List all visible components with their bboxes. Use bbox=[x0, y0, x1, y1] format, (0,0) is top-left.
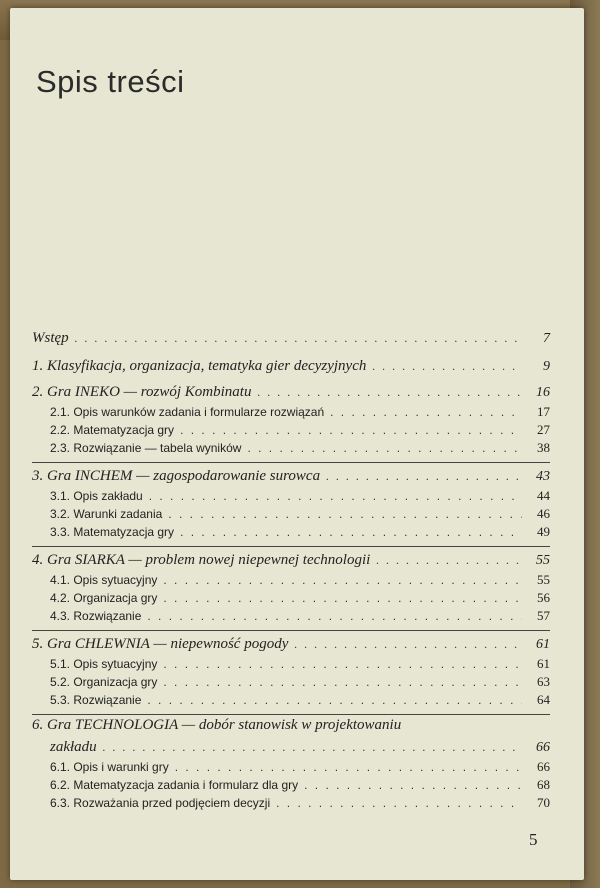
toc-entry-chapter-5[interactable] bbox=[32, 636, 550, 656]
toc-subentry-6-1[interactable] bbox=[32, 759, 550, 779]
toc-subentry-5-1[interactable] bbox=[32, 656, 550, 676]
section-divider bbox=[32, 630, 550, 631]
leader-dots bbox=[372, 359, 522, 374]
toc-entry-chapter-2[interactable] bbox=[32, 384, 550, 404]
toc-page: 56 bbox=[537, 590, 550, 605]
section-divider bbox=[32, 714, 550, 715]
toc-page: 61 bbox=[536, 637, 550, 652]
toc-label: 6.3. Rozważania przed podjęciem decyzji bbox=[50, 796, 271, 810]
leader-dots bbox=[163, 591, 522, 605]
toc-label: 6.2. Matematyzacja zadania i formularz dla gry bbox=[50, 778, 299, 792]
leader-dots bbox=[247, 441, 522, 455]
toc-page: 70 bbox=[537, 795, 550, 810]
toc-page: 66 bbox=[536, 740, 550, 755]
toc-label: 4.3. Rozwiązanie bbox=[50, 609, 142, 623]
toc-label: 2.3. Rozwiązanie — tabela wyników bbox=[50, 441, 242, 455]
toc-page: 17 bbox=[537, 404, 550, 419]
leader-dots bbox=[147, 609, 522, 623]
toc-label: 3.2. Warunki zadania bbox=[50, 507, 163, 521]
leader-dots bbox=[163, 657, 522, 671]
toc-page: 44 bbox=[537, 488, 550, 503]
toc-label: 4. Gra SIARKA — problem nowej niepewnej technologii bbox=[32, 552, 371, 568]
toc-label: 2.1. Opis warunków zadania i formularze rozwiązań bbox=[50, 405, 325, 419]
leader-dots bbox=[175, 760, 522, 774]
toc-subentry-2-1[interactable] bbox=[32, 404, 550, 424]
toc-subentry-4-3[interactable] bbox=[32, 608, 550, 628]
leader-dots bbox=[149, 489, 522, 503]
toc-entry-chapter-4[interactable] bbox=[32, 552, 550, 572]
leader-dots bbox=[294, 637, 522, 652]
toc-page: 27 bbox=[537, 422, 550, 437]
toc-page: 55 bbox=[536, 553, 550, 568]
toc-label: 1. Klasyfikacja, organizacja, tematyka gier decyzyjnych bbox=[32, 358, 367, 374]
toc-page: 57 bbox=[537, 608, 550, 623]
toc-page: 63 bbox=[537, 674, 550, 689]
toc-page: 61 bbox=[537, 656, 550, 671]
toc-subentry-2-3[interactable] bbox=[32, 440, 550, 460]
toc-entry-chapter-6-title[interactable]: 6. Gra TECHNOLOGIA — dobór stanowisk w projektowaniu bbox=[32, 717, 402, 733]
toc-label: 5.1. Opis sytuacyjny bbox=[50, 657, 158, 671]
toc-label: 6.1. Opis i warunki gry bbox=[50, 760, 169, 774]
leader-dots bbox=[304, 778, 522, 792]
toc-label: 4.2. Organizacja gry bbox=[50, 591, 158, 605]
toc-page: 38 bbox=[537, 440, 550, 455]
toc-entry-chapter-6[interactable] bbox=[32, 739, 550, 759]
toc-label: 3.3. Matematyzacja gry bbox=[50, 525, 175, 539]
toc-entry-chapter-3[interactable] bbox=[32, 468, 550, 488]
leader-dots bbox=[376, 553, 522, 568]
toc-page: 7 bbox=[543, 331, 550, 346]
page-title: Spis treści bbox=[36, 64, 185, 99]
toc-subentry-5-3[interactable] bbox=[32, 692, 550, 712]
toc-page: 43 bbox=[536, 469, 550, 484]
toc-label: 2. Gra INEKO — rozwój Kombinatu bbox=[32, 384, 252, 400]
toc-page: 66 bbox=[537, 759, 550, 774]
toc-subentry-3-2[interactable] bbox=[32, 506, 550, 526]
toc-label: 2.2. Matematyzacja gry bbox=[50, 423, 175, 437]
leader-dots bbox=[257, 385, 522, 400]
toc-label: 5.3. Rozwiązanie bbox=[50, 693, 142, 707]
toc-subentry-3-3[interactable] bbox=[32, 524, 550, 544]
toc-page: 55 bbox=[537, 572, 550, 587]
toc-page: 64 bbox=[537, 692, 550, 707]
leader-dots bbox=[180, 525, 522, 539]
toc-page: 16 bbox=[536, 385, 550, 400]
book-page bbox=[10, 8, 584, 880]
leader-dots bbox=[75, 331, 522, 346]
toc-page: 46 bbox=[537, 506, 550, 521]
leader-dots bbox=[180, 423, 522, 437]
page-number: 5 bbox=[529, 830, 538, 849]
toc-subentry-3-1[interactable] bbox=[32, 488, 550, 508]
leader-dots bbox=[163, 573, 522, 587]
toc-subentry-2-2[interactable] bbox=[32, 422, 550, 442]
toc-subentry-4-1[interactable] bbox=[32, 572, 550, 592]
leader-dots bbox=[276, 796, 522, 810]
toc-page: 49 bbox=[537, 524, 550, 539]
toc-page: 68 bbox=[537, 777, 550, 792]
leader-dots bbox=[147, 693, 522, 707]
leader-dots bbox=[163, 675, 522, 689]
toc-subentry-4-2[interactable] bbox=[32, 590, 550, 610]
toc-label: 3.1. Opis zakładu bbox=[50, 489, 143, 503]
toc-page: 9 bbox=[543, 359, 550, 374]
toc-label: 5. Gra CHLEWNIA — niepewność pogody bbox=[32, 636, 289, 652]
toc-subentry-6-2[interactable] bbox=[32, 777, 550, 797]
toc-entry-intro[interactable] bbox=[32, 330, 550, 350]
leader-dots bbox=[330, 405, 522, 419]
toc-label: 5.2. Organizacja gry bbox=[50, 675, 158, 689]
toc-subentry-5-2[interactable] bbox=[32, 674, 550, 694]
toc-label: 3. Gra INCHEM — zagospodarowanie surowca bbox=[32, 468, 321, 484]
section-divider bbox=[32, 546, 550, 547]
toc-entry-chapter-1[interactable] bbox=[32, 358, 550, 378]
toc-label: zakładu bbox=[50, 739, 97, 755]
section-divider bbox=[32, 462, 550, 463]
leader-dots bbox=[103, 740, 522, 755]
toc-label: 4.1. Opis sytuacyjny bbox=[50, 573, 158, 587]
leader-dots bbox=[168, 507, 522, 521]
toc-label: Wstęp bbox=[32, 330, 69, 346]
toc-subentry-6-3[interactable] bbox=[32, 795, 550, 815]
leader-dots bbox=[326, 469, 522, 484]
